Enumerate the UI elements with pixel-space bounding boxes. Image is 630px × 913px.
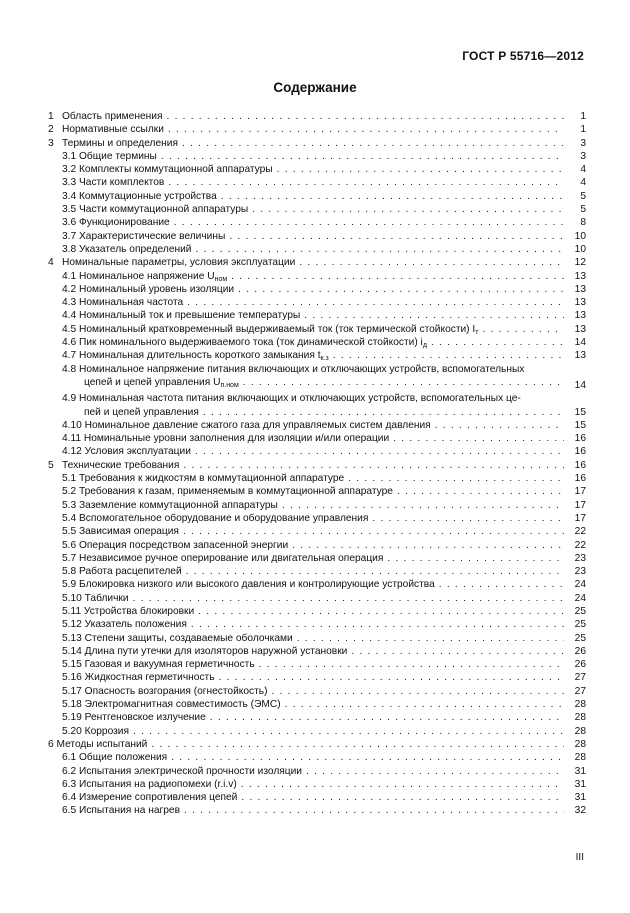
- toc-entry: [48, 163, 586, 176]
- toc-entry-title: 5.1 Требования к жидкостям в коммутационной аппаратуре: [62, 473, 345, 485]
- toc-entry-title: 5.11 Устройства блокировки: [62, 605, 195, 617]
- toc-entry-page: 31: [564, 765, 586, 778]
- toc-entry-page: 24: [564, 578, 586, 591]
- toc-entry: [48, 685, 586, 698]
- toc-entry-title: 3.6 Функционирование: [62, 217, 170, 229]
- toc-entry-title: 6.1 Общие положения: [62, 752, 168, 764]
- toc-entry-page: 17: [564, 485, 586, 498]
- toc-entry-title: 6.2 Испытания электрической прочности изоляции: [62, 765, 303, 777]
- toc-entry-page: 4: [564, 176, 586, 189]
- toc-entry-page: 28: [564, 725, 586, 738]
- toc-entry-page: 1: [564, 110, 586, 123]
- toc-entry: [48, 539, 586, 552]
- table-of-contents: [48, 110, 586, 818]
- toc-entry-page: 3: [564, 137, 586, 150]
- toc-entry: [48, 565, 586, 578]
- toc-entry: [48, 445, 586, 458]
- toc-entry-title: 4.7 Номинальная длительность короткого замыкания t: [62, 350, 321, 362]
- toc-entry-title: 5.3 Заземление коммутационной аппаратуры: [62, 499, 278, 511]
- toc-title: Содержание: [273, 80, 357, 95]
- toc-entry-title: 3.3 Части комплектов: [62, 177, 165, 189]
- toc-entry-title: 5.19 Рентгеновское излучение: [62, 712, 206, 724]
- toc-entry: [48, 632, 586, 645]
- toc-entry-title: 6.4 Измерение сопротивления цепей: [62, 792, 238, 804]
- toc-entry-page: 13: [564, 309, 586, 322]
- toc-entry-title: 5.7 Независимое ручное оперирование или двигательная операция: [62, 552, 384, 564]
- toc-entry-title: 5.18 Электромагнитная совместимость (ЭМС): [62, 699, 281, 711]
- toc-entry-page: 5: [564, 203, 586, 216]
- toc-entry-subscript: т: [475, 328, 479, 336]
- toc-entry: [48, 137, 586, 150]
- toc-entry: [48, 190, 586, 203]
- toc-entry: [48, 283, 586, 296]
- toc-entry: [48, 176, 586, 189]
- toc-entry-page: 15: [564, 406, 586, 419]
- toc-entry-title: 4.10 Номинальное давление сжатого газа для управляемых систем давления: [62, 419, 431, 431]
- toc-entry: [48, 552, 586, 565]
- toc-entry-title: 4.4 Номинальный ток и превышение температуры: [62, 310, 301, 322]
- toc-entry: [48, 804, 586, 817]
- toc-entry-page: 17: [564, 499, 586, 512]
- toc-entry-page: 28: [564, 711, 586, 724]
- toc-entry-title: цепей и цепей управления U: [84, 376, 221, 388]
- toc-entry: [48, 765, 586, 778]
- toc-entry-page: 16: [564, 459, 586, 472]
- toc-entry: [48, 216, 586, 229]
- toc-entry-page: 32: [564, 804, 586, 817]
- toc-entry-subscript: к.з: [320, 355, 329, 363]
- toc-entry-title: 4.3 Номинальная частота: [62, 297, 184, 309]
- toc-entry-page: 16: [564, 472, 586, 485]
- toc-entry-page: 5: [564, 190, 586, 203]
- toc-entry: [48, 485, 586, 498]
- toc-entry-number: 2: [48, 124, 54, 136]
- toc-entry: [48, 472, 586, 485]
- toc-entry-page: 12: [564, 256, 586, 269]
- toc-entry-title: 5.8 Работа расцепителей: [62, 566, 182, 578]
- toc-entry-page: 4: [564, 163, 586, 176]
- toc-entry-title: 4.8 Номинальное напряжение питания включающих и отключающих устройств, вспомогательных: [62, 363, 525, 375]
- toc-entry-page: 13: [564, 270, 586, 283]
- toc-entry-page: 3: [564, 150, 586, 163]
- toc-entry-title: 3.1 Общие термины: [62, 150, 157, 162]
- toc-entry-page: 14: [564, 379, 586, 392]
- toc-entry-title: 5.6 Операция посредством запасенной энергии: [62, 539, 289, 551]
- toc-entry-page: 24: [564, 592, 586, 605]
- toc-entry: [48, 203, 586, 216]
- toc-entry-number: 1: [48, 111, 54, 122]
- toc-entry: [48, 725, 586, 738]
- toc-entry-page: 25: [564, 618, 586, 631]
- toc-entry-title: Нормативные ссылки: [62, 124, 164, 136]
- toc-entry: [48, 110, 586, 123]
- toc-entry: [48, 605, 586, 618]
- toc-entry-number: 4: [48, 257, 54, 269]
- toc-entry: [48, 123, 586, 136]
- toc-entry-page: 13: [564, 349, 586, 362]
- toc-entry: [48, 419, 586, 432]
- toc-entry-title: 3.5 Части коммутационной аппаратуры: [62, 204, 249, 216]
- toc-entry-title: Номинальные параметры, условия эксплуатации: [62, 257, 296, 269]
- toc-entry-title: пей и цепей управления: [84, 406, 199, 418]
- toc-entry: [48, 296, 586, 309]
- toc-entry-title: 6.3 Испытания на радиопомехи (r.i.v): [62, 778, 237, 790]
- toc-entry: [48, 698, 586, 711]
- toc-entry-page: 13: [564, 323, 586, 336]
- toc-entry-page: 13: [564, 296, 586, 309]
- toc-entry-title: 4.11 Номинальные уровни заполнения для изоляции и/или операции: [62, 433, 390, 445]
- toc-entry-title: 3.7 Характеристические величины: [62, 230, 226, 242]
- toc-entry: [48, 309, 586, 322]
- toc-entry-page: 22: [564, 539, 586, 552]
- toc-entry: [48, 150, 586, 163]
- toc-entry-number: 3: [48, 137, 54, 149]
- toc-entry: [48, 432, 586, 445]
- toc-entry: [48, 645, 586, 658]
- toc-entry-page: 22: [564, 525, 586, 538]
- toc-entry: [48, 738, 586, 751]
- toc-entry-title: 5.20 Коррозия: [62, 725, 130, 737]
- toc-entry-page: 31: [564, 778, 586, 791]
- toc-entry-title: 5.14 Длина пути утечки для изоляторов наружной установки: [62, 645, 348, 657]
- toc-entry: [48, 349, 586, 362]
- toc-entry: [48, 525, 586, 538]
- toc-entry-title: 4.6 Пик номинального выдерживаемого тока (ток динамической стойкости) i: [62, 337, 423, 349]
- toc-entry: [48, 711, 586, 724]
- toc-entry-title: Технические требования: [62, 459, 180, 471]
- toc-entry: [48, 459, 586, 472]
- toc-entry-page: 8: [564, 216, 586, 229]
- toc-entry-title: 4.1 Номинальное напряжение U: [62, 270, 215, 282]
- toc-entry-subscript: д: [422, 342, 427, 350]
- toc-entry: [48, 618, 586, 631]
- toc-entry-page: 28: [564, 738, 586, 751]
- toc-entry-page: 1: [564, 123, 586, 136]
- toc-entry-page: 14: [564, 336, 586, 349]
- toc-entry-title: 3.8 Указатель определений: [62, 243, 192, 255]
- toc-entry: [48, 578, 586, 591]
- toc-entry-page: 16: [564, 445, 586, 458]
- toc-entry-title: 6.5 Испытания на нагрев: [62, 805, 181, 817]
- toc-entry-page: 27: [564, 671, 586, 684]
- toc-entry: [48, 499, 586, 512]
- toc-entry-title: 5.12 Указатель положения: [62, 619, 187, 631]
- toc-entry-title: Термины и определения: [62, 137, 178, 149]
- toc-entry: [48, 392, 586, 419]
- toc-entry-title: 4.12 Условия эксплуатации: [62, 446, 191, 458]
- page-number-roman: III: [575, 852, 584, 863]
- toc-entry-page: 28: [564, 751, 586, 764]
- toc-entry-title: 4.2 Номинальный уровень изоляции: [62, 283, 235, 295]
- toc-entry-page: 23: [564, 552, 586, 565]
- toc-entry-title: 5.15 Газовая и вакуумная герметичность: [62, 659, 255, 671]
- toc-entry-title: 4.9 Номинальная частота питания включающих и отключающих устройств, вспомогательных це-: [62, 393, 521, 405]
- toc-entry-subscript: п.ном: [220, 381, 239, 389]
- toc-entry-title: 5.10 Таблички: [62, 592, 129, 604]
- toc-entry: [48, 778, 586, 791]
- toc-entry: [48, 243, 586, 256]
- toc-entry-page: 25: [564, 632, 586, 645]
- toc-entry: [48, 671, 586, 684]
- toc-entry-title: 5.16 Жидкостная герметичность: [62, 672, 215, 684]
- toc-entry: [48, 791, 586, 804]
- toc-entry: [48, 363, 586, 393]
- toc-entry-page: 10: [564, 243, 586, 256]
- document-standard-id: ГОСТ Р 55716—2012: [462, 49, 584, 63]
- toc-entry: [48, 751, 586, 764]
- toc-entry-page: 27: [564, 685, 586, 698]
- toc-entry: [48, 256, 586, 269]
- toc-entry-page: 10: [564, 230, 586, 243]
- toc-entry-page: 16: [564, 432, 586, 445]
- toc-entry-title: 5.4 Вспомогательное оборудование и оборудование управления: [62, 512, 369, 524]
- toc-entry-subscript: ном: [214, 275, 228, 283]
- toc-entry-title: 5.9 Блокировка низкого или высокого давления и контролирующие устройства: [62, 579, 435, 591]
- toc-entry-title: Область применения: [62, 111, 163, 122]
- toc-entry-title: 5.13 Степени защиты, создаваемые оболочками: [62, 632, 293, 644]
- toc-entry-page: 15: [564, 419, 586, 432]
- toc-entry-page: 26: [564, 645, 586, 658]
- toc-entry-title: 3.4 Коммутационные устройства: [62, 190, 217, 202]
- toc-entry: [48, 658, 586, 671]
- toc-entry-page: 17: [564, 512, 586, 525]
- toc-entry: [48, 592, 586, 605]
- toc-entry-title: 4.5 Номинальный кратковременный выдерживаемый ток (ток термической стойкости) I: [62, 323, 476, 335]
- toc-entry-page: 28: [564, 698, 586, 711]
- toc-entry: [48, 323, 586, 336]
- toc-entry-page: 13: [564, 283, 586, 296]
- toc-entry: [48, 512, 586, 525]
- toc-entry-title: 5.5 Зависимая операция: [62, 526, 179, 538]
- toc-entry-page: 26: [564, 658, 586, 671]
- toc-entry-title: 3.2 Комплекты коммутационной аппаратуры: [62, 164, 273, 176]
- toc-entry-title: 6 Методы испытаний: [48, 738, 148, 750]
- toc-entry-title: 5.2 Требования к газам, применяемым в коммутационной аппаратуре: [62, 486, 393, 498]
- toc-entry: [48, 270, 586, 283]
- toc-entry: [48, 336, 586, 349]
- toc-entry-page: 25: [564, 605, 586, 618]
- toc-entry-title: 5.17 Опасность возгорания (огнестойкость): [62, 685, 268, 697]
- toc-entry-page: 23: [564, 565, 586, 578]
- toc-entry-number: 5: [48, 459, 54, 471]
- toc-entry: [48, 230, 586, 243]
- toc-entry-page: 31: [564, 791, 586, 804]
